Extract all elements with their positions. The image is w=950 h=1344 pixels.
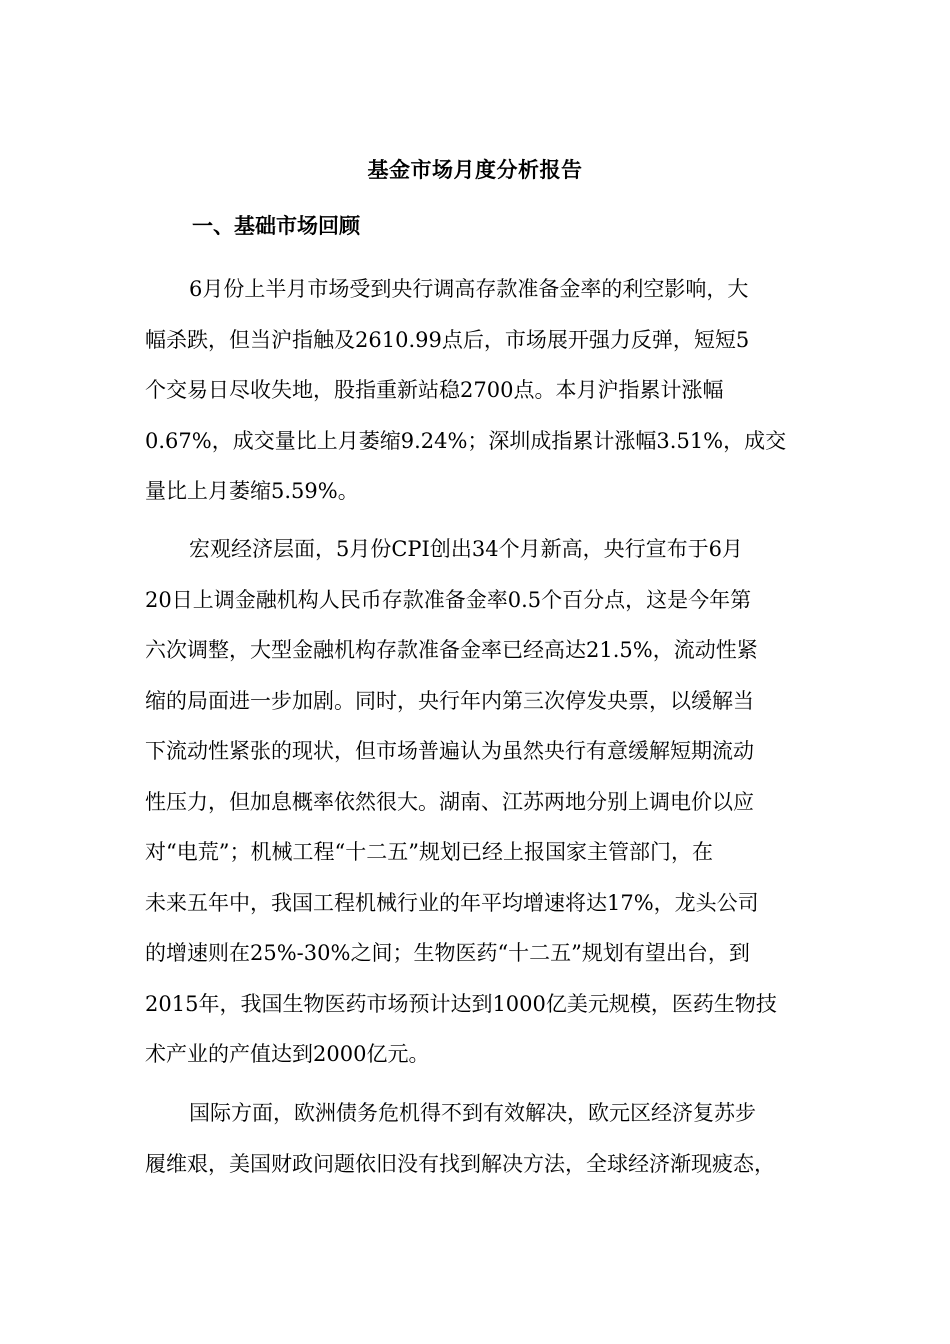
paragraph-line: 缩的局面进一步加剧。同时，央行年内第三次停发央票，以缓解当 [145, 688, 754, 713]
paragraph-international [145, 1088, 805, 1189]
paragraph-line: 20日上调金融机构人民币存款准备金率0.5个百分点，这是今年第 [145, 587, 752, 612]
paragraph-line: 的增速则在25%-30%之间；生物医药“十二五”规划有望出台，到 [145, 941, 750, 965]
paragraph-line: 性压力，但加息概率依然很大。湖南、江苏两地分别上调电价以应 [145, 789, 754, 814]
paragraph-line: 量比上月萎缩5.59%。 [145, 479, 359, 503]
paragraph-line: 未来五年中，我国工程机械行业的年平均增速将达17%，龙头公司 [145, 890, 759, 915]
paragraph-line: 2015年，我国生物医药市场预计达到1000亿美元规模，医药生物技 [145, 991, 777, 1016]
paragraph-line: 宏观经济层面，5月份CPI创出34个月新高，央行宣布于6月 [189, 537, 743, 561]
paragraph-line: 0.67%，成交量比上月萎缩9.24%；深圳成指累计涨幅3.51%，成交 [145, 428, 787, 453]
paragraph-line: 对“电荒”；机械工程“十二五”规划已经上报国家主管部门，在 [145, 840, 713, 864]
paragraph-line: 六次调整，大型金融机构存款准备金率已经高达21.5%，流动性紧 [145, 638, 758, 662]
paragraph-market-review [145, 264, 805, 517]
paragraph-line: 下流动性紧张的现状，但市场普遍认为虽然央行有意缓解短期流动 [145, 739, 754, 763]
paragraph-line: 术产业的产值达到2000亿元。 [145, 1042, 430, 1066]
paragraph-line: 国际方面，欧洲债务危机得不到有效解决，欧元区经济复苏步 [189, 1101, 756, 1125]
section-heading: 一、基础市场回顾 [192, 214, 360, 238]
paragraph-macro-economy [145, 524, 805, 1080]
paragraph-line: 个交易日尽收失地，股指重新站稳2700点。本月沪指累计涨幅 [145, 378, 724, 402]
document-title: 基金市场月度分析报告 [367, 158, 583, 182]
paragraph-line: 幅杀跌，但当沪指触及2610.99点后，市场展开强力反弹，短短5 [145, 327, 750, 352]
paragraph-line: 6月份上半月市场受到央行调高存款准备金率的利空影响，大 [189, 277, 749, 301]
paragraph-line: 履维艰，美国财政问题依旧没有找到解决方法，全球经济渐现疲态， [145, 1151, 775, 1176]
